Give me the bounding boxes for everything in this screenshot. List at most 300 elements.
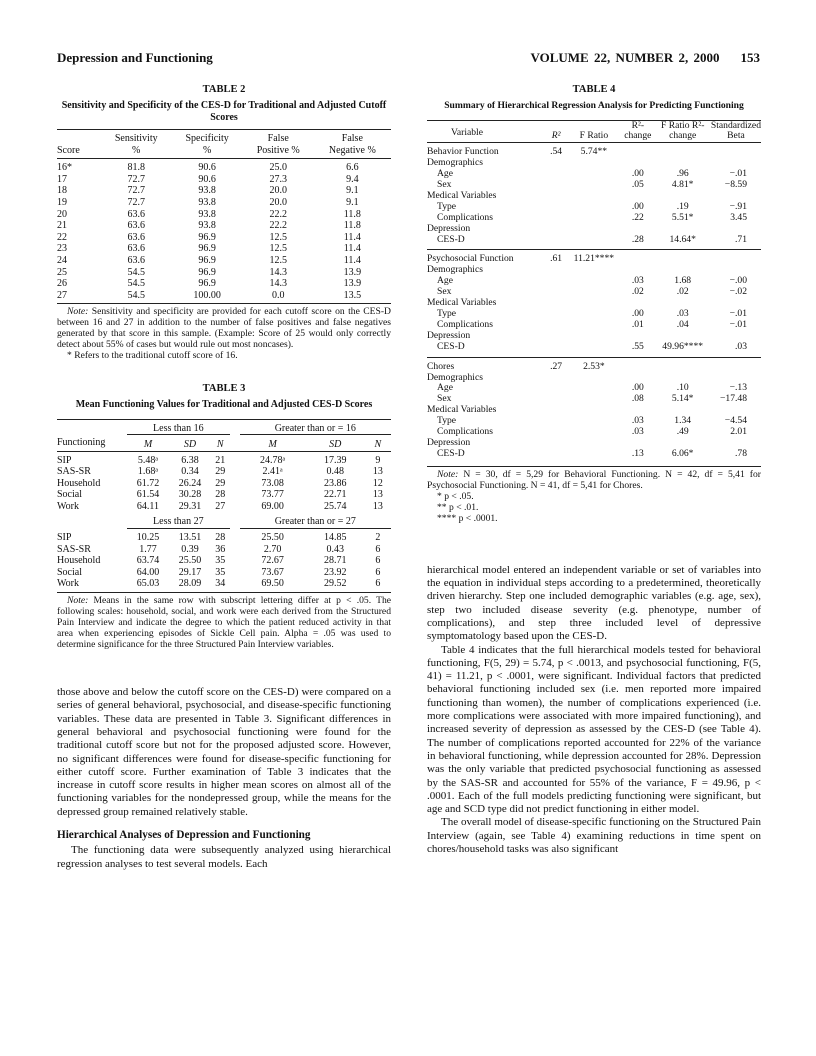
t4-cell <box>546 213 567 224</box>
t3-cell: 28.71 <box>323 555 347 567</box>
table-row <box>57 501 391 513</box>
t3-note-text: Means in the same row with subscript lettering differ at p < .05. The following scales: household, social, and work were each derived from the Structured Pain Interview and indicate the degree to which the patient reduced activity in that area when experiencing episodes of Sickle Cell pain. Alpha = .05 was used to determine significance for the three Structured Pain Interview variables. <box>57 595 391 651</box>
t3-spacer <box>230 478 240 490</box>
t2-cell: 11.4 <box>343 231 361 243</box>
t4-cell <box>567 169 622 180</box>
t4-cell: .27 <box>550 360 563 372</box>
t4-cell: .02 <box>631 286 644 298</box>
t3-cell: 29.17 <box>178 566 202 578</box>
t4-cell: Complications <box>437 318 493 330</box>
t2-footnote: * Refers to the traditional cutoff score of 16. <box>67 350 238 362</box>
t3-cell: 72.67 <box>261 555 284 567</box>
t3-cell: SIP <box>57 454 72 466</box>
table3 <box>57 383 391 650</box>
t3-cell: SAS-SR <box>57 543 91 555</box>
t2-cell: 17 <box>57 173 67 185</box>
table4-label: TABLE 4 <box>572 84 616 95</box>
t4-cell <box>546 298 567 309</box>
t2-cell: 20.0 <box>269 185 287 197</box>
t2-cell: 6.6 <box>346 162 359 174</box>
t2-cell: 11.4 <box>343 243 361 255</box>
t3-cell: 35 <box>215 566 226 578</box>
table2-header-row-top <box>57 130 391 145</box>
t2-cell: 63.6 <box>127 220 145 232</box>
t3-note-label: Note: <box>67 595 89 607</box>
t4-cell: .22 <box>631 211 644 223</box>
t2-cell: 18 <box>57 185 67 197</box>
t4-cell <box>546 169 567 180</box>
t4-cell <box>546 202 567 213</box>
t3-cell: 25.50 <box>261 532 284 544</box>
t2-cell: 81.8 <box>127 162 145 174</box>
t4-cell: Age <box>437 168 453 180</box>
table-row <box>57 159 391 174</box>
t4-cell <box>567 180 622 191</box>
t2-cell: 26 <box>57 278 67 290</box>
table-row <box>427 250 761 265</box>
t2-cell: 54.5 <box>127 278 145 290</box>
t4-cell: 11.21**** <box>573 253 615 265</box>
t3-cell: 13.51 <box>178 532 202 544</box>
table-row <box>427 213 761 224</box>
t3-cell: 23.92 <box>323 566 347 578</box>
t3-cell: 0.48 <box>326 466 344 478</box>
table-row <box>427 357 761 372</box>
t4-cell <box>567 235 622 250</box>
t4-cell <box>546 438 567 449</box>
table-row <box>57 489 391 501</box>
t4-cell <box>567 342 622 357</box>
t2-cell: 11.8 <box>343 208 361 220</box>
t2-cell: 54.5 <box>127 289 145 301</box>
table-row <box>57 185 391 197</box>
t3-cell: 35 <box>215 555 226 567</box>
t4-cell <box>546 224 567 235</box>
t2-cell: 63.6 <box>127 243 145 255</box>
t4-cell: −4.54 <box>724 415 747 427</box>
t4-cell <box>567 309 622 320</box>
table-row <box>57 197 391 209</box>
t4-header-row <box>427 120 761 143</box>
t3-h-sd2: SD <box>329 438 342 450</box>
t2-cell: 13.9 <box>343 266 362 278</box>
table-row <box>427 438 761 449</box>
t4-cell: 1.68 <box>674 275 692 287</box>
t3-cell: 6 <box>375 566 381 578</box>
t4-cell: Demographics <box>427 371 483 383</box>
t4-cell: Complications <box>437 426 493 438</box>
t2-cell: 13.9 <box>343 278 362 290</box>
table2 <box>57 84 391 361</box>
right-column <box>427 84 761 856</box>
table-row <box>57 290 391 302</box>
t4-cell <box>546 342 567 357</box>
t4-cell: 2.01 <box>730 426 747 438</box>
t4-cell: .00 <box>631 200 644 212</box>
table-row <box>427 331 761 342</box>
t4-cell <box>546 427 567 438</box>
t4-cell <box>654 224 710 235</box>
t2-cell: 23 <box>57 243 67 255</box>
t4-cell <box>546 287 567 298</box>
t3-cell: Work <box>57 500 79 512</box>
t4-cell: .00 <box>631 168 644 180</box>
t3-cell: 0.34 <box>181 466 199 478</box>
left-column <box>57 84 391 871</box>
t4-cell <box>567 276 622 287</box>
t4-cell: 3.45 <box>730 211 747 223</box>
t3-spacer <box>230 544 240 556</box>
t4-cell: 49.96**** <box>662 340 704 352</box>
t2-cell: 14.3 <box>269 266 287 278</box>
t4-cell: −17.48 <box>720 393 747 405</box>
t4-cell <box>546 265 567 276</box>
t2-cell: 25.0 <box>269 162 287 174</box>
t3-cell: 29.31 <box>178 500 202 512</box>
t3-cell: 0.39 <box>181 543 199 555</box>
t4-cell <box>711 143 761 158</box>
t4-cell <box>621 143 654 158</box>
t2-cell: 27.3 <box>269 173 287 185</box>
t4-cell: 6.06* <box>671 447 694 459</box>
t3-cell: 2 <box>375 532 381 544</box>
table-row <box>57 555 391 567</box>
table-row <box>57 278 391 290</box>
journal-volume: VOLUME 22, NUMBER 2, 2000 <box>530 50 720 65</box>
t4-cell: Medical Variables <box>427 297 497 309</box>
t3-col-header <box>57 435 391 451</box>
t4-cell <box>546 320 567 331</box>
t4-note-text: N = 30, df = 5,29 for Behavioral Functioning. N = 42, df = 5,41 for Psychosocial Functioning. N = 41, df = 5,41 for Chores. <box>427 468 761 491</box>
t4-cell <box>654 250 710 265</box>
table2-grid <box>57 129 391 301</box>
t3-cell: 6 <box>375 555 381 567</box>
t2-h-sens-top: Sensitivity <box>114 133 158 144</box>
t4-cell <box>567 394 622 405</box>
t4-cell: Chores <box>427 360 455 372</box>
t4-cell: −.91 <box>729 200 747 212</box>
t4-cell: .54 <box>550 146 563 158</box>
table2-note <box>57 303 391 361</box>
t2-cell: 11.4 <box>343 254 361 266</box>
table-row <box>57 174 391 186</box>
table-row <box>427 276 761 287</box>
table4-title: Summary of Hierarchical Regression Analysis for Predicting Functioning <box>444 100 744 111</box>
running-title: Depression and Functioning <box>57 50 213 65</box>
t3-cell: 2.70 <box>263 543 282 555</box>
table-row <box>427 143 761 158</box>
t4-cell: 5.74** <box>580 146 608 158</box>
table-row <box>57 243 391 255</box>
table-row <box>57 451 391 466</box>
t4-cell <box>567 383 622 394</box>
t4-cell <box>567 449 622 464</box>
table-row <box>427 449 761 464</box>
t4-cell <box>621 224 654 235</box>
t3-cell: 22.71 <box>323 489 347 501</box>
t4-cell: Complications <box>437 211 493 223</box>
t2-cell: 24 <box>57 254 67 266</box>
t2-cell: 72.7 <box>127 196 145 208</box>
t3-cell: 24.78ᵃ <box>260 454 286 466</box>
t4-cell: .78 <box>735 447 747 459</box>
t3-cell: 6 <box>375 543 381 555</box>
t2-h-fp-top: False <box>267 133 289 144</box>
t3-cell: Work <box>57 578 79 590</box>
t3-spacer <box>230 489 240 501</box>
section-heading: Hierarchical Analyses of Depression and Functioning <box>57 829 311 841</box>
t4-cell: −.01 <box>729 318 747 330</box>
t4-cell <box>567 213 622 224</box>
t4-cell: Demographics <box>427 264 483 276</box>
t3-cell: 28 <box>215 532 226 544</box>
t3-spacer <box>230 501 240 513</box>
t2-cell: 19 <box>57 196 67 208</box>
t4-h-fratio: F Ratio <box>579 130 609 142</box>
t3-cell: 28.09 <box>178 578 202 590</box>
t2-cell: 20 <box>57 208 67 220</box>
t4-cell: .05 <box>631 179 644 191</box>
t4-cell: .28 <box>631 233 644 245</box>
t4-cell: Sex <box>437 286 452 298</box>
t2-cell: 96.9 <box>198 266 216 278</box>
right-body-text <box>427 564 761 857</box>
t4-cell <box>711 250 761 265</box>
t2-h-score: Score <box>57 144 80 156</box>
t3-cell: 29 <box>215 477 226 489</box>
t4-cell <box>567 427 622 438</box>
t3-cell: 23.86 <box>323 477 347 489</box>
t4-cell: .13 <box>631 447 644 459</box>
t4-cell: 5.14* <box>671 393 694 405</box>
t4-footnote-1: * p < .05. <box>437 490 474 502</box>
t4-cell: Depression <box>427 329 471 341</box>
t3-cell: SIP <box>57 532 72 544</box>
table3-title: Mean Functioning Values for Traditional and Adjusted CES-D Scores <box>75 399 373 411</box>
t4-cell <box>567 438 622 449</box>
t4-cell <box>546 235 567 250</box>
table-row <box>427 320 761 331</box>
table-row <box>427 298 761 309</box>
t3-cell: 65.03 <box>136 578 160 590</box>
t4-cell <box>567 331 622 342</box>
t4-cell: .03 <box>631 415 644 427</box>
t4-cell <box>546 416 567 427</box>
t4-footnote-3: **** p < .0001. <box>437 512 498 524</box>
t3-spacer <box>230 466 240 478</box>
t3-cell: 73.77 <box>261 489 284 501</box>
t4-cell: 5.51* <box>671 211 694 223</box>
table-row <box>57 220 391 232</box>
t3-cell: 2.41ᵃ <box>262 466 283 478</box>
t3-cell: 10.25 <box>136 532 160 544</box>
t3-cell: 36 <box>215 543 226 555</box>
t4-cell <box>567 224 622 235</box>
table-row <box>57 478 391 490</box>
t2-cell: 63.6 <box>127 231 145 243</box>
t4-cell <box>621 357 654 372</box>
t4-cell: Sex <box>437 393 452 405</box>
t4-cell <box>567 158 622 169</box>
t4-cell: .02 <box>676 286 689 298</box>
t2-cell: 72.7 <box>127 185 145 197</box>
t4-cell: .71 <box>735 233 747 245</box>
t4-cell: Age <box>437 382 453 394</box>
left-body-text <box>57 686 391 871</box>
t2-cell: 22.2 <box>269 208 287 220</box>
t3-cell: Household <box>57 555 101 567</box>
t3-cell: 25.50 <box>178 555 202 567</box>
right-paragraph-2: Table 4 indicates that the full hierarchical models tested for behavioral functioning, F(5, 29) = 5.74, p < .0013, and psychosocial functioning, F(5, 41) = 11.21, p < .0001, were significant. Individual factors that predicted behavioral functioning included sex (i.e. men reported more impaired functioning than women), the number of complications experienced (i.e. more complications were associated with more impaired functioning), and increased severity of depression as assessed by the CES-D (see Table 4). The number of complications reported accounted for 22% of the variance in behavioral functioning, while depression accounted for 28%. Depression was the only variable that predicted psychosocial functioning as assessed by the SAS-SR and accounted for 55% of the variance, F = 49.96, p < .0001. Each of the full models predicting functioning were significant, but age and SCD type did not predict functioning in either model. <box>427 643 761 816</box>
t3-group1-right: Greater than or = 16 <box>240 419 391 435</box>
t4-cell <box>567 202 622 213</box>
table3-grid <box>57 419 391 590</box>
t4-cell <box>567 191 622 202</box>
left-paragraph-1: those above and below the cutoff score on the CES-D) were compared on a series of general behavioral, psychosocial, and disease-specific functioning variables. These data are presented in Table 3. Significant differences in general behavioral and psychosocial functioning were found for the traditional cutoff score but not for the proposed adjusted score. However, no significant differences were found for disease-specific functioning for either cutoff score. Further examination of Table 3 indicates that the increase in cutoff score results in higher mean scores on almost all of the functioning variables for the nondepressed group, while the means for the depressed group remained relatively stable. <box>57 686 391 818</box>
page-number: 153 <box>740 50 760 65</box>
t4-cell: .00 <box>631 308 644 319</box>
t4-cell: .01 <box>631 318 644 330</box>
table-row <box>57 567 391 579</box>
table-row <box>57 232 391 244</box>
t2-cell: 54.5 <box>127 266 145 278</box>
t4-cell: −.01 <box>729 308 747 319</box>
t3-group2-left: Less than 27 <box>127 512 230 528</box>
t2-cell: 12.5 <box>269 231 287 243</box>
t3-cell: 26.24 <box>178 477 202 489</box>
t4-cell <box>567 287 622 298</box>
t3-cell: 6.38 <box>181 454 199 466</box>
t2-cell: 96.9 <box>198 231 216 243</box>
table-row <box>427 405 761 416</box>
t3-group2-header <box>57 512 391 528</box>
t3-cell: Social <box>57 489 82 501</box>
t2-cell: 63.6 <box>127 254 145 266</box>
t3-cell: 25.74 <box>323 500 347 512</box>
t2-cell: 9.4 <box>346 173 359 185</box>
t4-cell <box>546 276 567 287</box>
t4-cell <box>567 265 622 276</box>
t3-cell: SAS-SR <box>57 466 91 478</box>
t4-cell: .19 <box>676 200 689 212</box>
t2-cell: 93.8 <box>198 208 216 220</box>
t4-cell <box>567 405 622 416</box>
t4-cell <box>546 394 567 405</box>
table3-note <box>57 592 391 650</box>
t4-cell <box>567 320 622 331</box>
t4-cell <box>567 373 622 384</box>
t4-cell: CES-D <box>437 447 465 459</box>
t3-spacer <box>230 567 240 579</box>
t4-cell: .00 <box>631 382 644 394</box>
t3-cell: 13 <box>372 500 383 512</box>
t4-cell: Medical Variables <box>427 404 497 416</box>
t4-cell: CES-D <box>437 340 465 352</box>
table3-label: TABLE 3 <box>202 383 246 395</box>
t3-cell: 17.39 <box>323 454 347 466</box>
t4-cell: Age <box>437 275 453 287</box>
t4-cell <box>546 158 567 169</box>
t3-cell: 69.00 <box>261 500 284 512</box>
t4-cell: .04 <box>676 318 689 330</box>
t2-cell: 16* <box>57 162 72 174</box>
t4-cell <box>546 405 567 416</box>
t3-group1-left: Less than 16 <box>127 419 230 435</box>
t2-cell: 12.5 <box>269 243 287 255</box>
table-row <box>57 544 391 556</box>
t4-cell <box>567 416 622 427</box>
t2-cell: 90.6 <box>198 173 216 185</box>
t4-h-r2change: R²-change <box>624 119 652 142</box>
t4-cell: .03 <box>631 426 644 438</box>
t4-cell: 2.53* <box>583 360 605 372</box>
t2-cell: 12.5 <box>269 254 287 266</box>
t2-cell: 0.0 <box>271 289 285 301</box>
t4-note-label: Note: <box>437 468 459 480</box>
t3-h-sd1: SD <box>183 438 197 450</box>
t4-cell: .03 <box>735 340 747 352</box>
t4-cell <box>546 383 567 394</box>
t4-cell <box>711 224 761 235</box>
table-row <box>57 267 391 279</box>
t3-cell: 63.74 <box>136 555 160 567</box>
t2-cell: 22.2 <box>269 220 287 232</box>
t3-cell: 21 <box>215 454 226 466</box>
t4-cell: Psychosocial Function <box>427 253 514 265</box>
t2-cell: 14.3 <box>269 278 287 290</box>
t3-cell: 13 <box>372 466 383 478</box>
t3-h-n2: N <box>374 438 382 450</box>
t4-cell: Depression <box>427 222 471 234</box>
t3-group1-header <box>57 419 391 435</box>
t3-cell: 73.08 <box>261 477 284 489</box>
table-row <box>427 169 761 180</box>
t4-cell: .10 <box>676 382 689 394</box>
t3-h-m2: M <box>268 438 277 450</box>
t4-h-beta: Standardized Beta <box>710 119 761 142</box>
table2-label: TABLE 2 <box>202 84 246 95</box>
t3-h-n1: N <box>216 438 224 450</box>
t4-cell <box>654 357 710 372</box>
table4-note <box>427 466 761 524</box>
left-paragraph-2: The functioning data were subsequently analyzed using hierarchical regression analyses to test several models. Each <box>57 844 391 870</box>
t3-cell: 29 <box>215 466 226 478</box>
t3-cell: 27 <box>215 500 226 512</box>
t2-h-fn: Negative % <box>328 144 376 156</box>
t3-cell: Household <box>57 477 101 489</box>
table-row <box>427 373 761 384</box>
table2-title: Sensitivity and Specificity of the CES-D for Traditional and Adjusted Cutoff Scores <box>61 100 387 123</box>
t2-cell: 93.8 <box>198 185 216 197</box>
t2-note-text: Sensitivity and specificity are provided for each cutoff score on the CES-D between 16 and 27 in addition to the number of false positives and false negatives generated by that score in this sample. (Example: Score of 25 would only correctly detect about 55% of cases but would rule out most noncases). <box>57 306 391 351</box>
t2-cell: 9.1 <box>346 196 359 208</box>
t4-cell: .49 <box>676 426 689 438</box>
t2-h-spec: % <box>202 144 212 156</box>
t3-cell: 73.67 <box>261 566 284 578</box>
t3-cell: 64.00 <box>136 566 160 578</box>
table4 <box>427 84 761 524</box>
t3-cell: 12 <box>372 477 383 489</box>
table-row <box>57 529 391 544</box>
t4-cell: −.13 <box>729 382 747 394</box>
table-row <box>427 158 761 169</box>
t3-cell: 14.85 <box>323 532 347 544</box>
t3-cell: 64.11 <box>136 500 160 512</box>
t4-cell: Depression <box>427 436 471 448</box>
t2-cell: 11.8 <box>343 220 361 232</box>
t4-cell <box>621 250 654 265</box>
t4-cell: −8.59 <box>724 179 747 191</box>
